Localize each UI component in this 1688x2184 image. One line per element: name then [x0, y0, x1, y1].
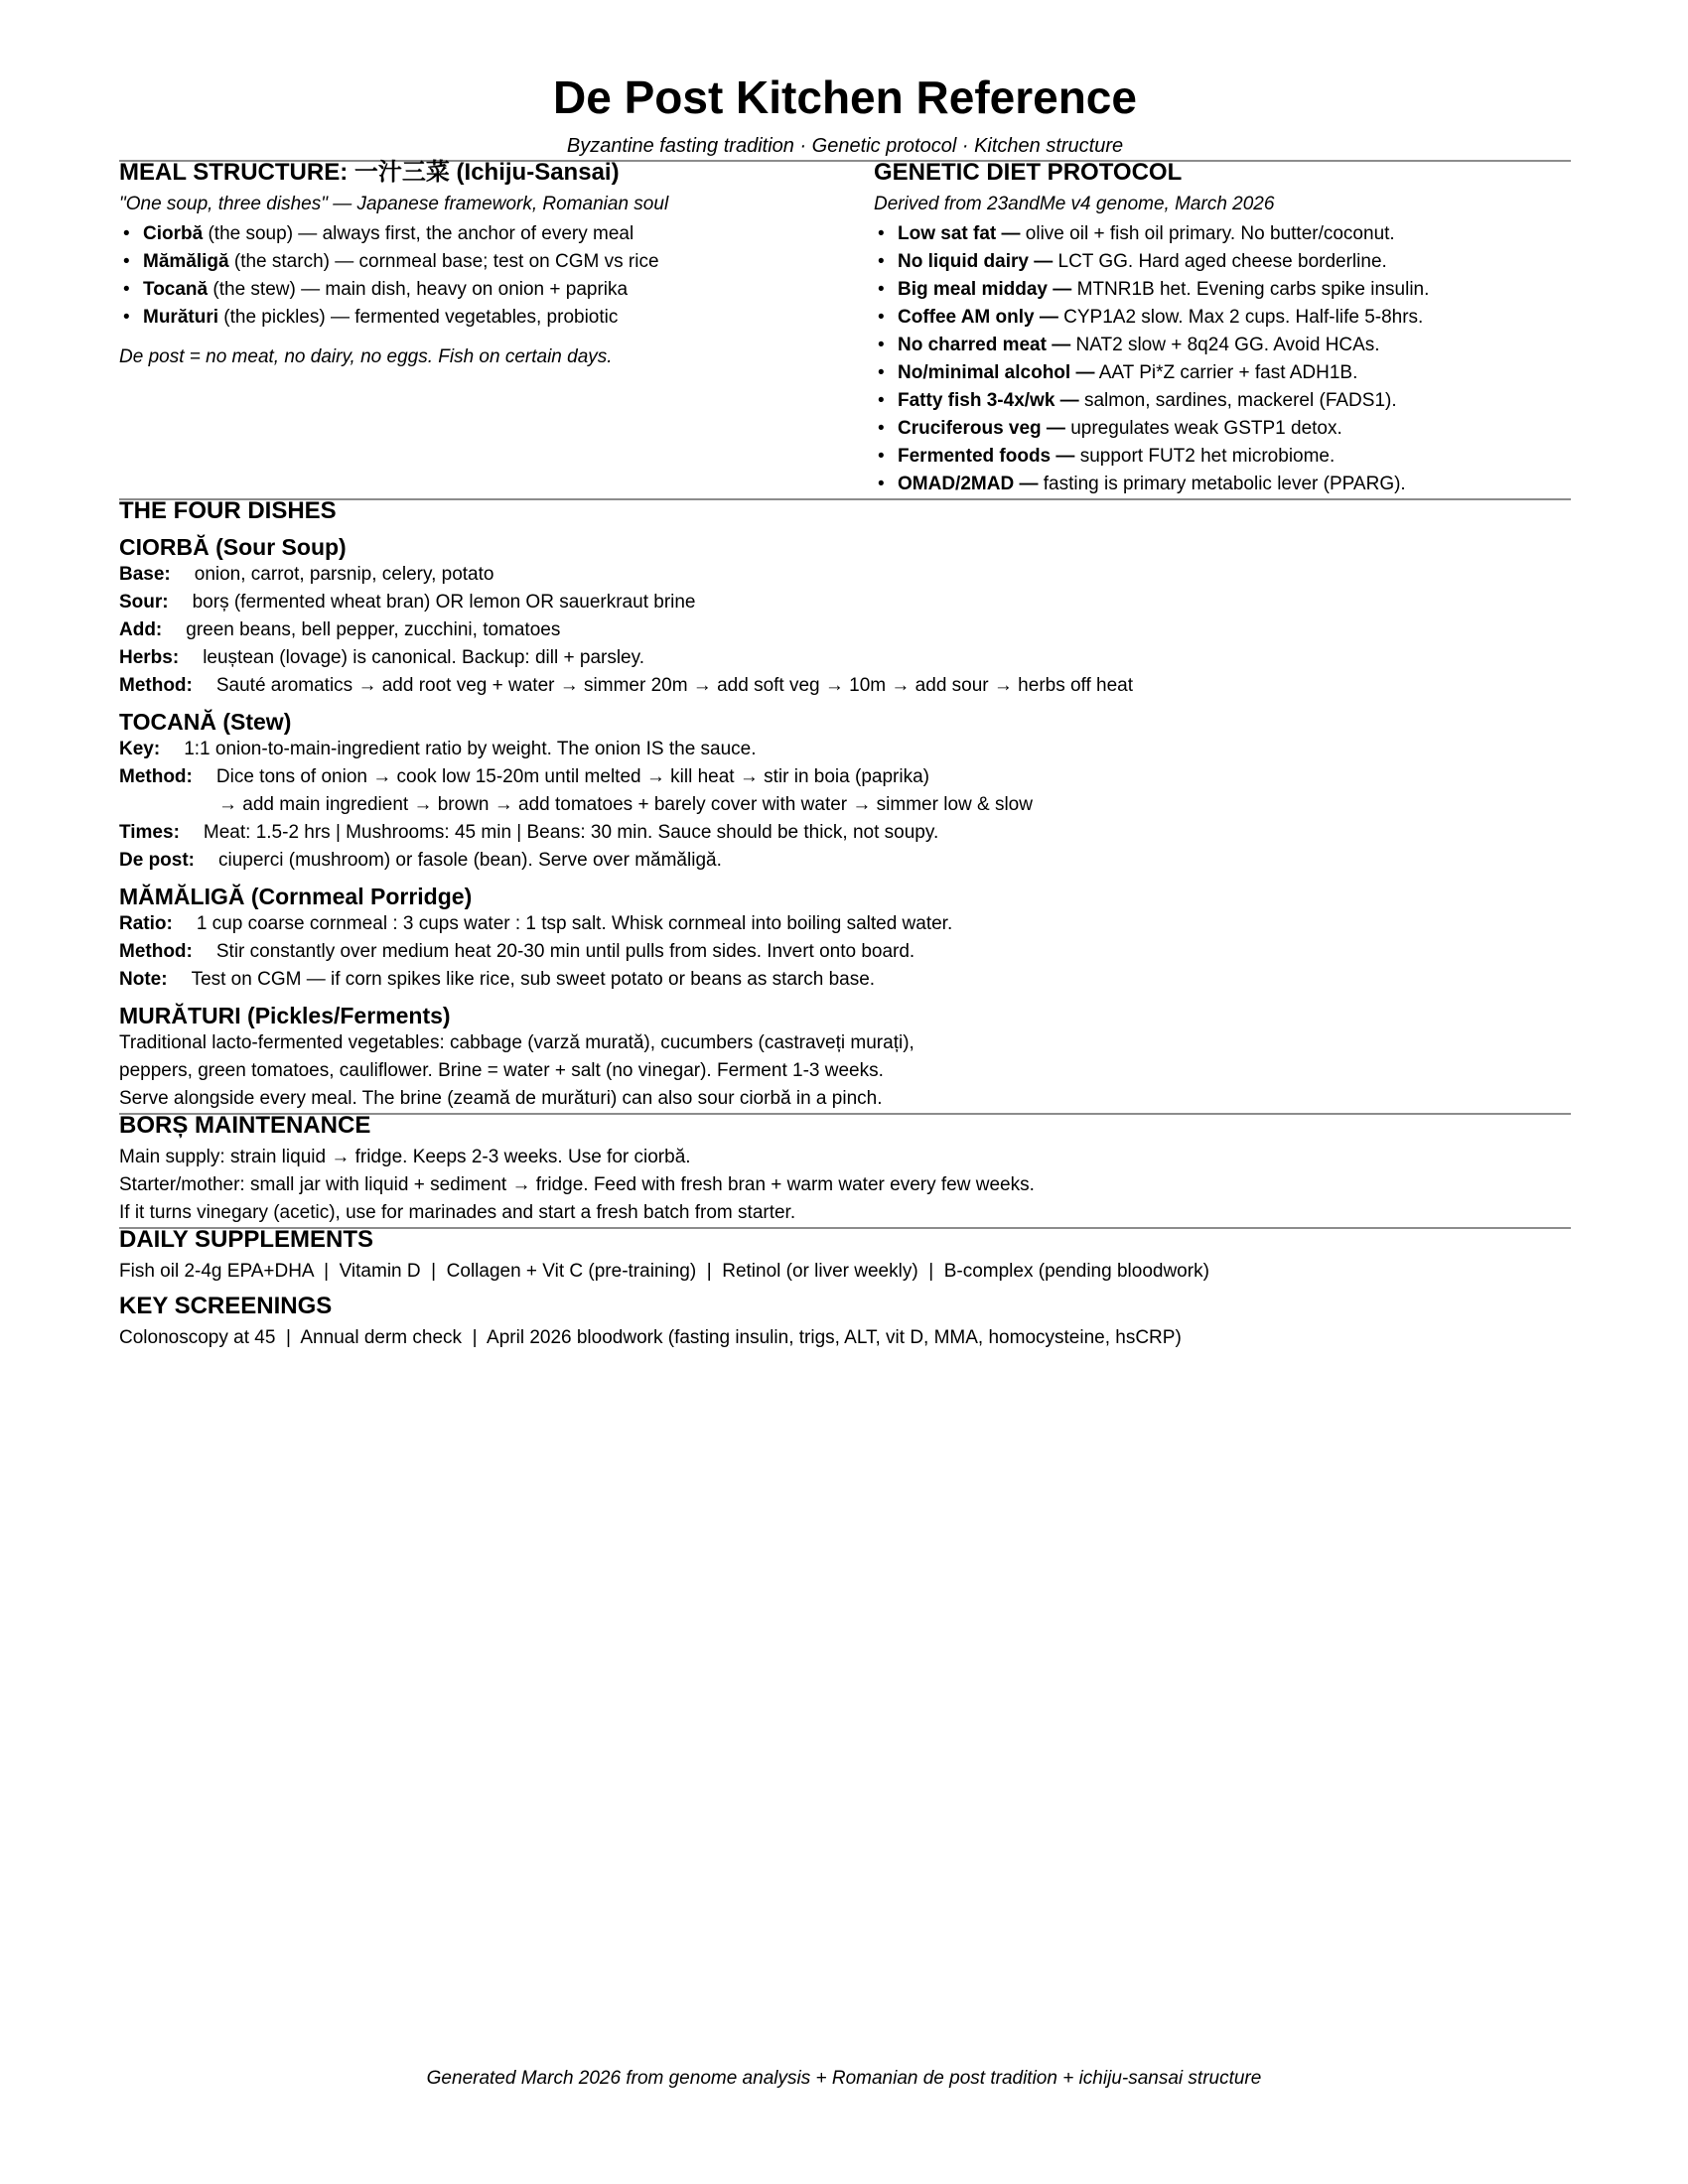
ciorba-row: [119, 644, 1571, 672]
bullet-term: Low sat fat —: [898, 223, 1021, 244]
muraturi-line: Traditional lacto-fermented vegetables: cabbage (varză murată), cucumbers (castraveți murați),: [119, 1032, 914, 1053]
section-bors-maintenance: [119, 1111, 1571, 1227]
row-text: green beans, bell pepper, zucchini, tomatoes: [186, 619, 561, 640]
row-continuation: → add main ingredient → brown → add tomatoes + barely cover with water → simmer low & slow: [218, 794, 1033, 815]
row-text: Meat: 1.5-2 hrs | Mushrooms: 45 min | Beans: 30 min. Sauce should be thick, not soupy.: [203, 822, 939, 843]
row-label: Base:: [119, 564, 171, 585]
bors-line: If it turns vinegary (acetic), use for marinades and start a fresh batch from starter.: [119, 1202, 796, 1223]
tocana-row: [119, 847, 1571, 875]
list-item: [874, 248, 1571, 276]
bors-line: Main supply: strain liquid → fridge. Keeps 2-3 weeks. Use for ciorbă.: [119, 1147, 691, 1167]
list-item: [119, 248, 816, 276]
bullet-text: (the soup) — always first, the anchor of every meal: [208, 223, 634, 244]
row-label: Sour:: [119, 592, 169, 613]
row-text: Test on CGM — if corn spikes like rice, sub sweet potato or beans as starch base.: [191, 969, 876, 990]
bullet-text: (the pickles) — fermented vegetables, probiotic: [223, 307, 619, 328]
list-item: [119, 304, 816, 332]
bullet-term: No/minimal alcohol —: [898, 362, 1095, 383]
supplements-heading: DAILY SUPPLEMENTS: [119, 1226, 374, 1253]
list-item: [874, 387, 1571, 415]
bullet-text: salmon, sardines, mackerel (FADS1).: [1083, 390, 1397, 411]
genetic-protocol-list: [874, 220, 1571, 498]
list-item: [874, 359, 1571, 387]
row-label: Herbs:: [119, 647, 180, 668]
bullet-text: (the starch) — cornmeal base; test on CGM vs rice: [233, 251, 659, 272]
genetic-protocol-tagline: Derived from 23andMe v4 genome, March 2026: [874, 194, 1275, 214]
row-label: Add:: [119, 619, 163, 640]
muraturi-line: peppers, green tomatoes, cauliflower. Brine = water + salt (no vinegar). Ferment 1-3 weeks.: [119, 1060, 884, 1081]
supplements-line: Fish oil 2-4g EPA+DHA | Vitamin D | Collagen + Vit C (pre-training) | Retinol (or liver weekly) | B-complex (pending bloodwork): [119, 1261, 1209, 1282]
page-title: De Post Kitchen Reference: [553, 71, 1137, 123]
meal-structure-note: De post = no meat, no dairy, no eggs. Fish on certain days.: [119, 346, 613, 367]
tocana-row: [119, 819, 1571, 847]
page-footer: Generated March 2026 from genome analysis + Romanian de post tradition + ichiju-sansai structure: [426, 2068, 1262, 2089]
bullet-text: support FUT2 het microbiome.: [1079, 446, 1336, 467]
bullet-term: Cruciferous veg —: [898, 418, 1065, 439]
list-item: [874, 304, 1571, 332]
bullet-term: Coffee AM only —: [898, 307, 1058, 328]
row-text: ciuperci (mushroom) or fasole (bean). Serve over mămăligă.: [218, 850, 722, 871]
meal-structure-heading: MEAL STRUCTURE: 一汁三菜 (Ichiju-Sansai): [119, 159, 620, 186]
section-four-dishes: [119, 496, 1571, 1113]
list-item: [874, 220, 1571, 248]
four-dishes-heading: THE FOUR DISHES: [119, 497, 337, 524]
list-item: [874, 332, 1571, 359]
row-text: borș (fermented wheat bran) OR lemon OR sauerkraut brine: [192, 592, 696, 613]
screenings-line: Colonoscopy at 45 | Annual derm check | April 2026 bloodwork (fasting insulin, trigs, ALT, vit D, MMA, homocysteine, hsCRP): [119, 1327, 1182, 1348]
row-text: Sauté aromatics → add root veg + water → simmer 20m → add soft veg → 10m → add sour → herbs off heat: [215, 675, 1134, 696]
ciorba-row: [119, 616, 1571, 644]
screenings-heading: KEY SCREENINGS: [119, 1293, 333, 1319]
mamaliga-heading: MĂMĂLIGĂ (Cornmeal Porridge): [119, 884, 473, 909]
section-daily-supplements: [119, 1225, 1571, 1286]
bullet-term: Murături: [143, 307, 218, 328]
bullet-term: OMAD/2MAD —: [898, 474, 1039, 494]
row-label: Method:: [119, 766, 193, 787]
row-label: Method:: [119, 675, 193, 696]
row-text: Dice tons of onion → cook low 15-20m until melted → kill heat → stir in boia (paprika): [215, 766, 929, 787]
bullet-term: Ciorbă: [143, 223, 204, 244]
bullet-term: No liquid dairy —: [898, 251, 1054, 272]
muraturi-heading: MURĂTURI (Pickles/Ferments): [119, 1003, 451, 1028]
muraturi-line: Serve alongside every meal. The brine (zeamă de murături) can also sour ciorbă in a pinch.: [119, 1088, 883, 1109]
page-subtitle: Byzantine fasting tradition · Genetic protocol · Kitchen structure: [566, 135, 1124, 157]
bors-heading: BORȘ MAINTENANCE: [119, 1112, 371, 1139]
bors-line: Starter/mother: small jar with liquid + sediment → fridge. Feed with fresh bran + warm water every few weeks.: [119, 1174, 1035, 1195]
tocana-method-row: [119, 763, 1571, 819]
section-genetic-protocol: [874, 159, 1571, 498]
bullet-text: MTNR1B het. Evening carbs spike insulin.: [1076, 279, 1430, 300]
list-item: [874, 415, 1571, 443]
row-label: Ratio:: [119, 913, 173, 934]
bullet-text: CYP1A2 slow. Max 2 cups. Half-life 5-8hrs.: [1063, 307, 1424, 328]
bullet-text: AAT Pi*Z carrier + fast ADH1B.: [1098, 362, 1358, 383]
row-label: De post:: [119, 850, 195, 871]
list-item: [874, 276, 1571, 304]
row-text: 1 cup coarse cornmeal : 3 cups water : 1 tsp salt. Whisk cornmeal into boiling salted water.: [196, 913, 953, 934]
bullet-text: olive oil + fish oil primary. No butter/coconut.: [1025, 223, 1395, 244]
list-item: [874, 471, 1571, 498]
section-key-screenings: [119, 1292, 1571, 1352]
header-columns: [119, 159, 1571, 498]
mamaliga-row: [119, 966, 1571, 994]
row-text: leuștean (lovage) is canonical. Backup: dill + parsley.: [203, 647, 644, 668]
bullet-term: Tocană: [143, 279, 209, 300]
row-label: Key:: [119, 739, 161, 759]
list-item: [119, 220, 816, 248]
bullet-text: LCT GG. Hard aged cheese borderline.: [1057, 251, 1387, 272]
row-text: Stir constantly over medium heat 20-30 min until pulls from sides. Invert onto board.: [215, 941, 915, 962]
ciorba-row: [119, 589, 1571, 616]
mamaliga-row: [119, 938, 1571, 966]
tocana-heading: TOCANĂ (Stew): [119, 709, 292, 735]
bullet-term: No charred meat —: [898, 335, 1071, 355]
bullet-text: fasting is primary metabolic lever (PPARG).: [1043, 474, 1406, 494]
bullet-term: Fatty fish 3-4x/wk —: [898, 390, 1079, 411]
meal-structure-list: [119, 220, 816, 332]
row-label: Note:: [119, 969, 168, 990]
bullet-term: Big meal midday —: [898, 279, 1072, 300]
bullet-term: Fermented foods —: [898, 446, 1075, 467]
ciorba-row: [119, 672, 1571, 700]
row-text: onion, carrot, parsnip, celery, potato: [194, 564, 494, 585]
section-meal-structure: [119, 159, 816, 498]
bullet-text: (the stew) — main dish, heavy on onion + paprika: [212, 279, 629, 300]
meal-structure-tagline: "One soup, three dishes" — Japanese framework, Romanian soul: [119, 194, 669, 214]
row-label: Times:: [119, 822, 180, 843]
row-text: 1:1 onion-to-main-ingredient ratio by weight. The onion IS the sauce.: [184, 739, 757, 759]
mamaliga-row: [119, 910, 1571, 938]
ciorba-heading: CIORBĂ (Sour Soup): [119, 534, 347, 560]
tocana-row: [119, 736, 1571, 763]
bullet-text: upregulates weak GSTP1 detox.: [1070, 418, 1342, 439]
list-item: [874, 443, 1571, 471]
row-label: Method:: [119, 941, 193, 962]
bullet-text: NAT2 slow + 8q24 GG. Avoid HCAs.: [1075, 335, 1380, 355]
genetic-protocol-heading: GENETIC DIET PROTOCOL: [874, 159, 1183, 186]
ciorba-row: [119, 561, 1571, 589]
bullet-term: Mămăligă: [143, 251, 229, 272]
list-item: [119, 276, 816, 304]
